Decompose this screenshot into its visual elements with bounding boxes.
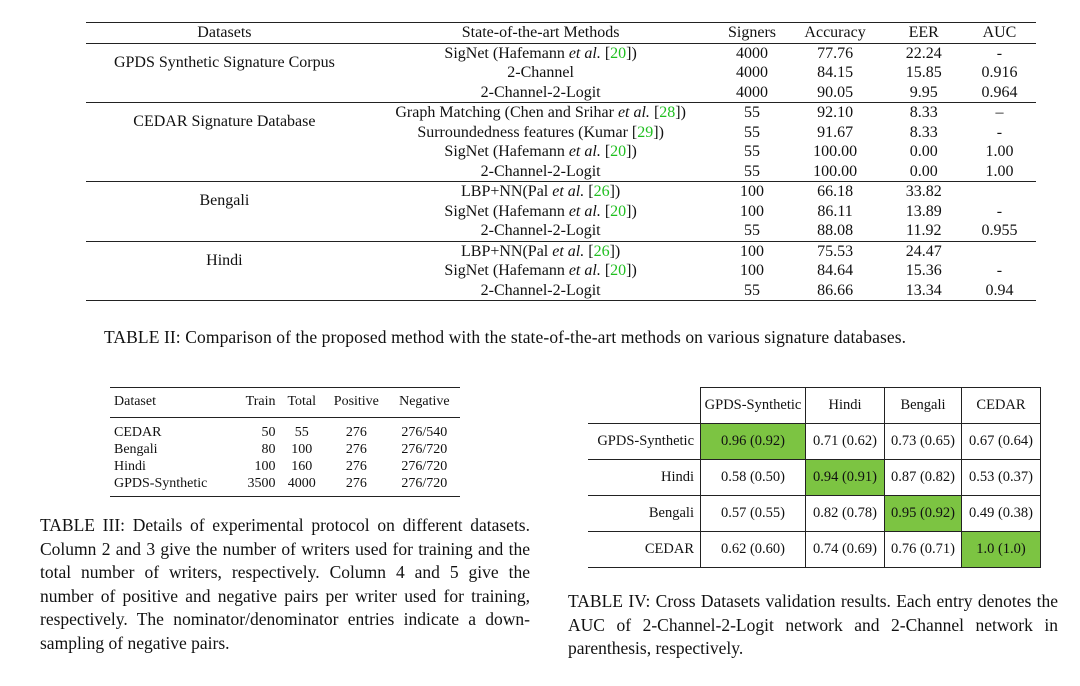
total-cell: 160 [291,459,313,474]
citation-link[interactable]: 20 [610,143,627,160]
table-row [110,475,460,497]
accuracy-cell: 84.15 [817,64,854,81]
auc-cell: 0.49 (0.38) [962,496,1041,532]
dataset-group [86,103,1036,182]
col-header-bengali: Bengali [885,388,962,424]
dataset-name: CEDAR Signature Database [133,113,316,130]
positive-cell: 276 [345,476,367,491]
method-name [363,281,719,301]
negative-cell: 276/720 [401,476,448,491]
method-name [363,182,719,202]
eer-cell: 33.82 [905,183,942,200]
method-close: ]) [626,202,637,220]
method-et-al: et al. [568,202,601,220]
row-header: CEDAR [588,532,701,568]
table-row [110,458,460,475]
total-cell: 55 [294,425,309,440]
eer-cell: 0.00 [909,162,938,180]
accuracy-cell: 84.64 [817,262,854,279]
total-cell: 100 [291,442,313,457]
signers-cell: 100 [740,202,765,220]
cross-dataset-table [588,387,1041,568]
signers-cell: 55 [744,162,761,180]
signers-cell: 100 [740,242,765,260]
method-text: 2-Channel-2-Logit [480,83,601,101]
auc-cell-highlighted: 0.95 (0.92) [885,496,962,532]
auc-cell-highlighted: 0.94 (0.91) [806,460,885,496]
auc-cell: 0.916 [981,64,1018,81]
auc-cell: 0.71 (0.62) [806,424,885,460]
auc-cell [963,241,1036,261]
auc-cell: 0.62 (0.60) [701,532,806,568]
col-header-gpds: GPDS-Synthetic [701,388,806,424]
method-et-al: et al. [552,183,585,200]
table-row [86,182,1036,202]
method-name [363,43,719,63]
accuracy-cell: 86.11 [817,202,853,220]
protocol-table [110,387,460,497]
table-row [86,103,1036,123]
accuracy-cell: 88.08 [817,222,854,239]
eer-cell: 15.85 [905,64,942,81]
dataset-cell: GPDS-Synthetic [114,476,208,491]
method-text: Graph Matching (Chen and Srihar [395,104,618,121]
method-text: Surroundedness features (Kumar [ [417,123,638,141]
auc-cell: 0.964 [981,83,1018,101]
col-header-signers: Signers [728,24,777,41]
accuracy-cell: 77.76 [817,44,854,62]
table-row [588,532,1041,568]
row-header: Bengali [588,496,701,532]
row-header: GPDS-Synthetic [588,424,701,460]
auc-cell: 0.67 (0.64) [962,424,1041,460]
citation-link[interactable]: 28 [659,104,676,121]
eer-cell: 8.33 [909,123,938,141]
eer-cell: 15.36 [905,262,942,279]
table2-caption: TABLE II: Comparison of the proposed method with the state-of-the-art methods on various signature databases. [104,327,907,347]
method-close: ]) [626,143,637,160]
method-bracket: [ [600,202,611,220]
method-name [363,103,719,123]
citation-link[interactable]: 26 [593,183,610,200]
method-text: 2-Channel [507,64,574,81]
method-text: SigNet (Hafemann [444,262,569,279]
signers-cell: 55 [744,281,761,299]
col-header-auc: AUC [982,24,1017,41]
eer-cell: 13.89 [905,202,942,220]
signers-cell: 4000 [736,64,769,81]
method-bracket: [ [584,183,594,200]
table4-caption: TABLE IV: Cross Datasets validation results. Each entry denotes the AUC of 2-Channel-2-Logit network and 2-Channel network in parenthesis, respectively. [568,591,1058,659]
dataset-group [86,241,1036,301]
method-text: LBP+NN(Pal [461,242,553,260]
col-header-train: Train [245,394,276,409]
eer-cell: 24.47 [905,242,942,260]
accuracy-cell: 100.00 [813,162,858,180]
citation-link[interactable]: 20 [610,262,627,279]
negative-cell: 276/540 [401,425,448,440]
signers-cell: 100 [740,183,765,200]
method-text: SigNet (Hafemann [444,143,569,160]
signers-cell: 55 [744,143,761,160]
method-name [363,123,719,143]
signers-cell: 55 [744,222,761,239]
method-text: LBP+NN(Pal [461,183,553,200]
method-text: SigNet (Hafemann [444,202,569,220]
auc-cell: 0.73 (0.65) [885,424,962,460]
citation-link[interactable]: 29 [637,123,654,141]
auc-cell: 0.87 (0.82) [885,460,962,496]
auc-cell-highlighted: 1.0 (1.0) [962,532,1041,568]
train-cell: 50 [261,425,276,440]
method-name [363,162,719,182]
dataset-name: GPDS Synthetic Signature Corpus [113,53,335,71]
table-row [110,418,460,442]
auc-cell: 0.955 [981,222,1018,239]
table-row [86,43,1036,63]
method-bracket: [ [600,262,611,279]
accuracy-cell: 66.18 [817,183,854,200]
method-bracket: [ [584,242,594,260]
auc-cell: 0.74 (0.69) [806,532,885,568]
method-name [363,63,719,83]
signers-cell: 55 [744,123,761,141]
method-close: ]) [626,262,637,279]
table-header-row [110,388,460,418]
method-close: ]) [675,104,686,121]
comparison-table [86,22,1036,301]
col-header-dataset: Dataset [114,394,156,409]
method-name [363,142,719,162]
method-name [363,261,719,281]
auc-cell [963,182,1036,202]
method-et-al: et al. [568,262,601,279]
method-et-al: et al. [552,242,585,260]
total-cell: 4000 [287,476,316,491]
col-header-datasets: Datasets [197,24,252,41]
method-close: ]) [609,183,621,200]
dataset-cell: CEDAR [114,425,162,440]
eer-cell: 11.92 [906,222,942,239]
col-header-eer: EER [908,24,939,41]
accuracy-cell: 100.00 [813,143,858,160]
table-header-row [588,388,1041,424]
train-cell: 100 [254,459,276,474]
col-header-cedar: CEDAR [962,388,1041,424]
citation-link[interactable]: 20 [610,202,627,220]
positive-cell: 276 [345,442,367,457]
eer-cell: 0.00 [909,143,938,160]
method-et-al: et al. [568,143,601,160]
auc-cell: - [996,262,1003,279]
auc-cell: - [996,202,1003,220]
signers-cell: 4000 [736,44,769,62]
table-row [588,460,1041,496]
eer-cell: 8.33 [909,104,938,121]
auc-cell: 1.00 [985,143,1014,160]
auc-cell: 0.57 (0.55) [701,496,806,532]
dataset-name: Bengali [199,192,250,209]
col-header-hindi: Hindi [806,388,885,424]
dataset-group [86,182,1036,242]
table-row [86,241,1036,261]
auc-cell: 1.00 [985,162,1014,180]
positive-cell: 276 [345,425,367,440]
auc-cell: 0.76 (0.71) [885,532,962,568]
col-header-accuracy: Accuracy [804,24,866,41]
method-et-al: et al. [617,104,650,121]
eer-cell: 22.24 [905,44,942,62]
method-text: SigNet (Hafemann [444,44,569,62]
method-bracket: [ [649,104,660,121]
dataset-cell: Bengali [114,442,158,457]
citation-link[interactable]: 20 [610,44,627,62]
auc-cell: 0.53 (0.37) [962,460,1041,496]
signers-cell: 4000 [736,83,769,101]
corner-cell [588,388,701,424]
accuracy-cell: 75.53 [817,242,854,260]
table-row [588,424,1041,460]
positive-cell: 276 [345,459,367,474]
table-header-row [86,23,1036,44]
table-row [588,496,1041,532]
method-et-al: et al. [568,44,601,62]
method-close: ]) [609,242,621,260]
train-cell: 80 [261,442,276,457]
accuracy-cell: 92.10 [817,104,854,121]
dataset-group [86,43,1036,103]
method-text: 2-Channel-2-Logit [480,162,601,180]
method-text: 2-Channel-2-Logit [480,222,601,239]
auc-cell: 0.94 [985,281,1014,299]
dataset-name: Hindi [206,251,243,269]
eer-cell: 9.95 [909,83,938,101]
accuracy-cell: 91.67 [817,123,854,141]
accuracy-cell: 86.66 [817,281,854,299]
method-close: ]) [626,44,637,62]
negative-cell: 276/720 [401,459,448,474]
signers-cell: 100 [740,262,765,279]
signers-cell: 55 [744,104,761,121]
method-name [363,83,719,103]
method-name [363,202,719,222]
col-header-negative: Negative [399,394,450,409]
method-close: ]) [653,123,664,141]
eer-cell: 13.34 [905,281,942,299]
auc-cell: - [996,44,1003,62]
table-row [110,441,460,458]
accuracy-cell: 90.05 [817,83,854,101]
col-header-methods: State-of-the-art Methods [461,24,620,41]
auc-cell: – [995,104,1004,121]
method-name [363,221,719,241]
method-name [363,241,719,261]
dataset-cell: Hindi [114,459,146,474]
negative-cell: 276/720 [401,442,448,457]
auc-cell-highlighted: 0.96 (0.92) [701,424,806,460]
citation-link[interactable]: 26 [593,242,610,260]
method-text: 2-Channel-2-Logit [480,281,601,299]
col-header-positive: Positive [333,394,379,409]
col-header-total: Total [287,394,317,409]
train-cell: 3500 [247,476,276,491]
row-header: Hindi [588,460,701,496]
method-bracket: [ [600,143,611,160]
auc-cell: 0.82 (0.78) [806,496,885,532]
method-bracket: [ [600,44,611,62]
auc-cell: - [996,123,1003,141]
auc-cell: 0.58 (0.50) [701,460,806,496]
table3-caption: TABLE III: Details of experimental protocol on different datasets. Column 2 and 3 give the number of writers used for training and the total number of writers, respectively. Column 4 and 5 give the number of positive and negative pairs per writer used for training, respectively. The nominator/denominator entries indicate a down-sampling of negative pairs. [40,515,530,653]
